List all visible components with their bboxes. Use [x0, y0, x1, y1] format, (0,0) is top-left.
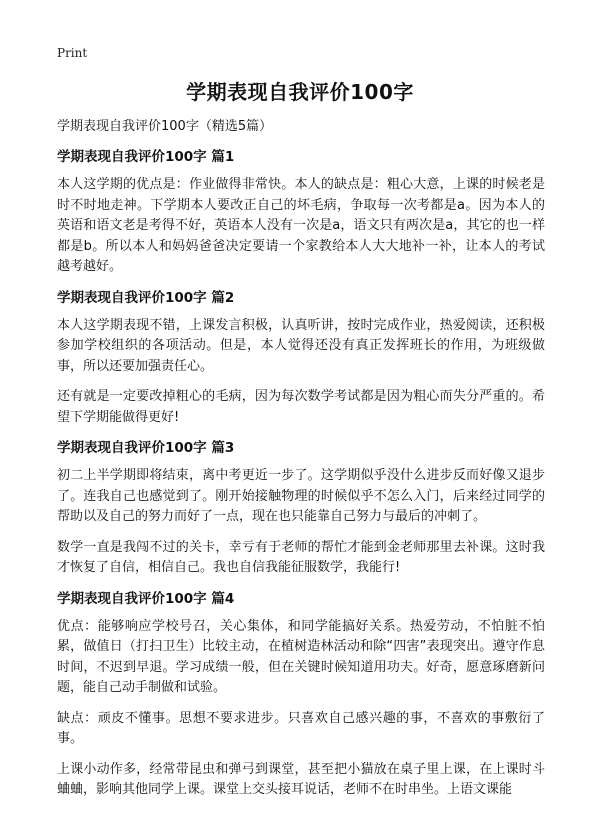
paragraph: 上课小动作多，经常带昆虫和弹弓到课堂，甚至把小猫放在桌子里上课，在上课时斗蛐蛐，影响其他同学上课。课堂上交头接耳说话，老师不在时串坐。上语文课能: [57, 761, 545, 797]
section-heading: 学期表现自我评价100字 篇3: [57, 440, 235, 456]
document-subtitle: 学期表现自我评价100字（精选5篇）: [57, 119, 273, 134]
document-body: [57, 117, 545, 811]
document-title: 学期表现自我评价100字: [186, 80, 414, 104]
section-heading: 学期表现自我评价100字 篇4: [57, 590, 235, 607]
paragraph: 本人这学期的优点是：作业做得非常快。本人的缺点是：粗心大意，上课的时候老是时不时地走神。下学期本人要改正自己的坏毛病，争取每一次考都是a。因为本人的英语和语文老是考得不好，英语本人没有一次是a，语文只有两次是a，其它的也一样都是b。所以本人和妈妈爸爸决定要请一个家教给本人大大地补一补，让本人的考试越考越好。: [57, 177, 545, 274]
paragraph: 缺点：顽皮不懂事。思想不要求进步。只喜欢自己感兴趣的事，不喜欢的事敷衍了事。: [57, 710, 545, 746]
paragraph: 数学一直是我闯不过的关卡，幸亏有于老师的帮忙才能到金老师那里去补课。这时我才恢复了自信，相信自己。我也自信我能征服数学，我能行!: [57, 539, 545, 575]
section-1: [57, 147, 545, 278]
section-4: [57, 589, 545, 801]
section-2: [57, 288, 545, 429]
paragraph: 本人这学期表现不错，上课发言积极，认真听讲，按时完成作业，热爱阅读，还积极参加学校组织的各项活动。但是，本人觉得还没有真正发挥班长的作用，为班级做事，所以还要加强责任心。: [57, 317, 545, 374]
print-label: Print: [57, 46, 88, 60]
paragraph: 初二上半学期即将结束，离中考更近一步了。这学期似乎没什么进步反而好像又退步了。连我自己也感觉到了。刚开始接触物理的时候似乎不怎么入门，后来经过同学的帮助以及自己的努力而好了一点，现在也只能靠自己努力与最后的冲刺了。: [57, 468, 545, 524]
section-heading: 学期表现自我评价100字 篇1: [57, 149, 235, 165]
section-heading: 学期表现自我评价100字 篇2: [57, 289, 235, 306]
paragraph: 还有就是一定要改掉粗心的毛病，因为每次数学考试都是因为粗心而失分严重的。希望下学期能做得更好!: [57, 389, 545, 425]
paragraph: 优点：能够响应学校号召，关心集体，和同学能搞好关系。热爱劳动，不怕脏不怕累，做值日（打扫卫生）比较主动，在植树造林活动和除“四害”表现突出。遵守作息时间，不迟到早退。学习成绩一般，但在关键时候知道用功夫。好奇，愿意琢磨新问题，能自己动手制做和试验。: [57, 618, 545, 695]
section-3: [57, 438, 545, 579]
